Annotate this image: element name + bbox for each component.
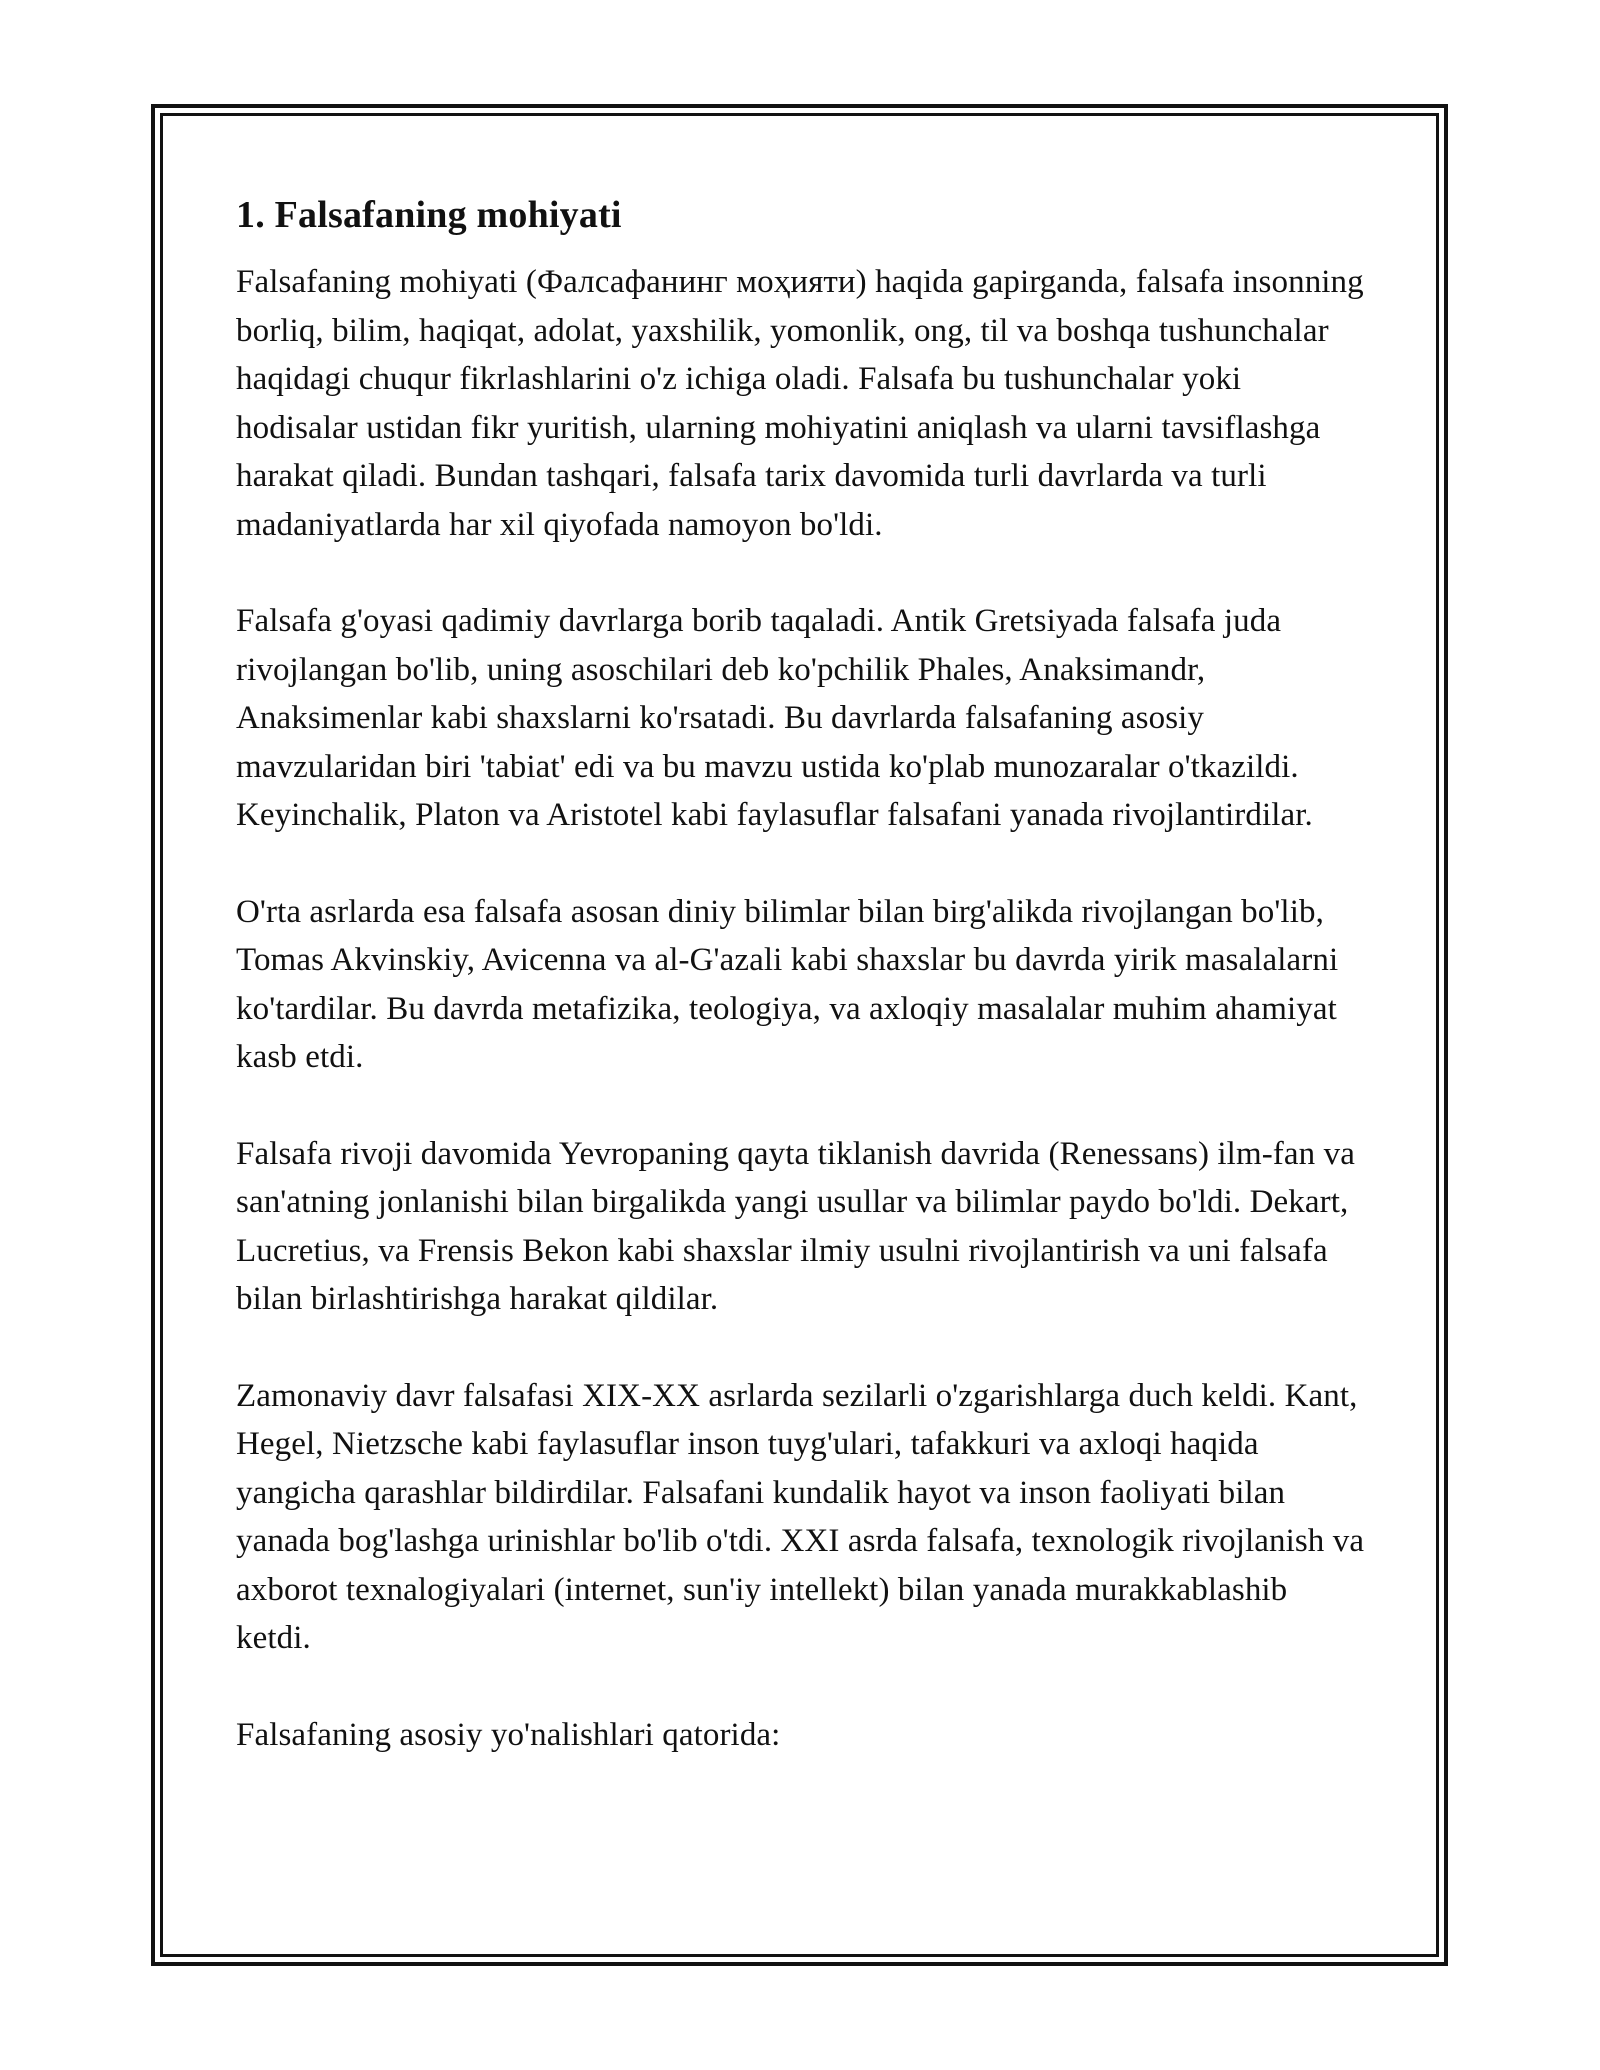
paragraph-antiquity: Falsafa g'oyasi qadimiy davrlarga borib taqaladi. Antik Gretsiyada falsafa juda rivojlangan bo'lib, uning asoschilari deb ko'pchilik Phales, Anaksimandr, Anaksimenlar kabi shaxslarni ko'rsatadi. Bu davrlarda falsafaning asosiy mavzularidan biri 'tabiat' edi va bu mavzu ustida ko'plab munozaralar o'tkazildi. Keyinchalik, Platon va Aristotel kabi faylasuflar falsafani yanada rivojlantirdilar. [236,603,1313,833]
paragraph-modern: Zamonaviy davr falsafasi XIX-XX asrlarda sezilarli o'zgarishlarga duch keldi. Kant, Hegel, Nietzsche kabi faylasuflar inson tuyg'ulari, tafakkuri va axloqi haqida yangicha qarashlar bildirdilar. Falsafani kundalik hayot va inson faoliyati bilan yanada bog'lashga urinishlar bo'lib o'tdi. XXI asrda falsafa, texnologik rivojlanish va axborot texnalogiyalari (internet, sun'iy intellekt) bilan yanada murakkablashib ketdi. [236,1377,1365,1656]
paragraph-directions: Falsafaning asosiy yo'nalishlari qatorida: [236,1716,781,1753]
paragraph-middle-ages: O'rta asrlarda esa falsafa asosan diniy bilimlar bilan birg'alikda rivojlangan bo'lib, Tomas Akvinskiy, Avicenna va al-G'azali kabi shaxslar bu davrda yirik masalalarni ko'tardilar. Bu davrda metafizika, teologiya, va axloqiy masalalar muhim ahamiyat kasb etdi. [236,893,1339,1075]
paragraph-intro: Falsafaning mohiyati (Фалсафанинг моҳияти) haqida gapirganda, falsafa insonning borliq, bilim, haqiqat, adolat, yaxshilik, yomonlik, ong, til va boshqa tushunchalar haqidagi chuqur fikrlashlarini o'z ichiga oladi. Falsafa bu tushunchalar yoki hodisalar ustidan fikr yuritish, ularning mohiyatini aniqlash va ularni tavsiflashga harakat qiladi. Bundan tashqari, falsafa tarix davomida turli davrlarda va turli madaniyatlarda har xil qiyofada namoyon bo'ldi. [236,264,1364,543]
section-heading: 1. Falsafaning mohiyati [236,194,622,236]
document-body [236,188,1366,1807]
paragraph-renaissance: Falsafa rivoji davomida Yevropaning qayta tiklanish davrida (Renessans) ilm-fan va san'atning jonlanishi bilan birgalikda yangi usullar va bilimlar paydo bo'ldi. Dekart, Lucretius, va Frensis Bekon kabi shaxslar ilmiy usulni rivojlantirish va uni falsafa bilan birlashtirishga harakat qildilar. [236,1135,1355,1317]
